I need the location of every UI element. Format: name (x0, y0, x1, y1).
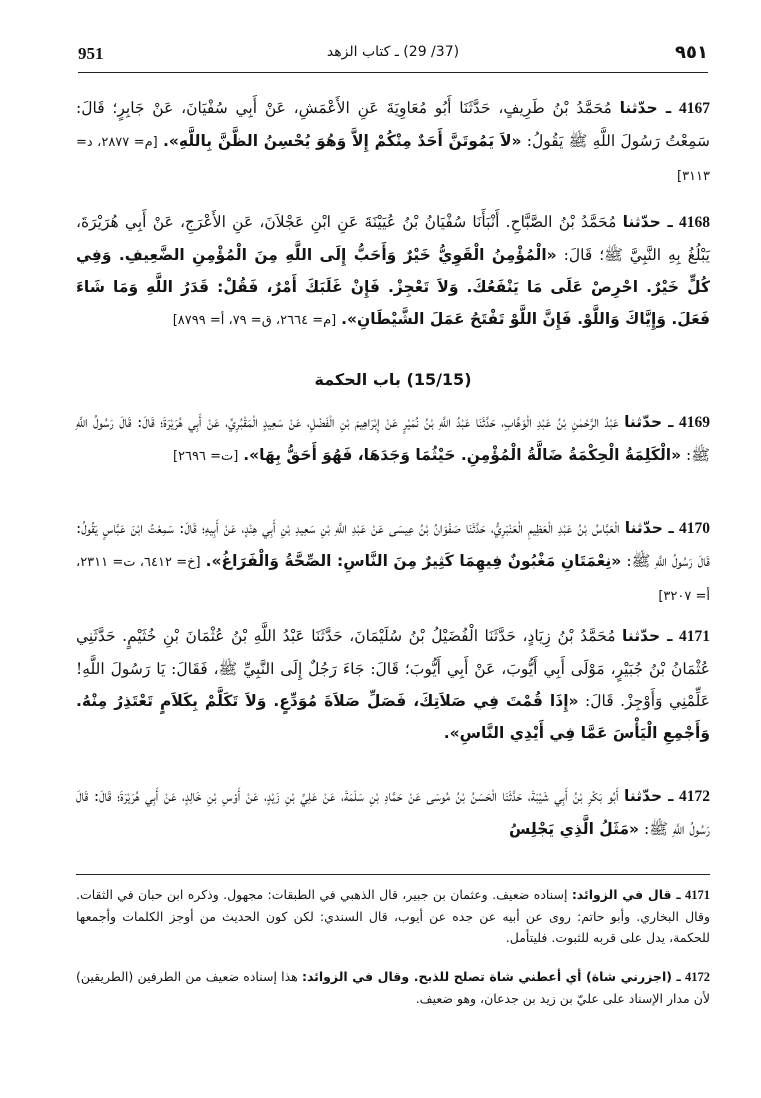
page-number-latin: 951 (78, 44, 104, 63)
hadith-4172 (76, 780, 710, 845)
footnote-text: هذا إسناده ضعيف من الطرفين (الطريقين) لأن مدار الإسناد على عليّ بن زيد بن جدعان، وهو ضعيف. (76, 969, 710, 1006)
hadith-isnad: عَبْدُ الرَّحْمٰنِ بْنُ عَبْدِ الْوَهَّابِ، حَدَّثَنَا عَبْدُ اللَّهِ بْنُ نُمَيْرٍ عَنْ إِبْرَاهِيمَ بْنِ الْفَضْلِ، عَنْ سَعِيدٍ الْمَقْبُرِيِّ، عَنْ أَبِي هُرَيْرَةَ؛ قَالَ: قَالَ رَسُولُ اللَّهِ ﷺ: (76, 413, 710, 464)
footnote-4172 (76, 966, 710, 1009)
footnote-number: 4172 (685, 970, 710, 984)
hadith-opening: ـ حدّثنا (622, 627, 673, 645)
hadith-opening: ـ حدّثنا (624, 413, 674, 431)
hadith-references: [م= ٢٨٧٧، د= ٣١١٣] (76, 135, 710, 184)
footnote-number: 4171 (684, 888, 710, 902)
hadith-4171 (76, 620, 710, 749)
hadith-references: [م= ٢٦٦٤، ق= ٧٩، أ= ٨٧٩٩] (172, 313, 337, 328)
footnote-prefix: ـ (اجزرني شاة) أي أعطني شاة تصلح للذبح. وقال في الزوائد: (301, 969, 681, 984)
footnote-text: إسناده ضعيف. وعثمان بن جبير، قال الذهبي في الطبقات: مجهول. وذكره ابن حبان في الثقات. وقال البخاري. وأبو حاتم: روى عن أبيه عن جده عن أيوب، قال السندي: لكن كون الحديث من أوجز الكلمات وأجمعها للحكمة، يدل على قربه للثبوت. فليتأمل. (76, 887, 710, 945)
footnote-4171 (76, 884, 710, 948)
footnote-divider (76, 874, 710, 875)
hadith-number: 4167 (679, 100, 711, 117)
hadith-opening: ـ حدّثنا (619, 99, 672, 117)
hadith-matn: «نِعْمَتَانِ مَغْبُونٌ فِيهِمَا كَثِيرٌ مِنَ النَّاسِ: الصِّحَّةُ وَالْفَرَاغُ». (205, 552, 622, 570)
hadith-matn: «الْمُؤْمِنُ الْقَوِيُّ خَيْرٌ وَأَحَبُّ إِلَى اللَّهِ مِنَ الْمُؤْمِنِ الضَّعِيفِ. وَفِي كُلٍّ خَيْرٌ. احْرِصْ عَلَى مَا يَنْفَعُكَ. وَلاَ تَعْجِزْ. فَإِنْ غَلَبَكَ أَمْرٌ، فَقُلْ: قَدَرُ اللَّهِ وَمَا شَاءَ فَعَلَ. وَإِيَّاكَ وَاللَّوْ. فَإِنَّ اللَّوْ تَفْتَحُ عَمَلَ الشَّيْطَانِ». (76, 246, 710, 328)
hadith-isnad: مُحَمَّدُ بْنُ طَرِيفٍ، حَدَّثَنَا أَبُو مُعَاوِيَةَ عَنِ الأَعْمَشِ، عَنْ أَبِي سُفْيَانَ، عَنْ جَابِرٍ؛ قَالَ: سَمِعْتُ رَسُولَ اللَّهِ ﷺ يَقُولُ: (76, 99, 711, 150)
footnote-prefix: ـ قال في الزوائد: (571, 887, 681, 902)
hadith-isnad: مُحَمَّدُ بْنُ زِيَادٍ، حَدَّثَنَا الْفُضَيْلُ بْنُ سُلَيْمَانَ، حَدَّثَنَا عَبْدُ اللَّهِ بْنُ عُثْمَانَ بْنِ خُثَيْمٍ. حَدَّثَنِي عُثْمَانُ بْنُ جُبَيْرٍ، مَوْلَى أَبِي أَيُّوبَ، عَنْ أَبِي أَيُّوبَ؛ قَالَ: جَاءَ رَجُلٌ إِلَى النَّبِيِّ ﷺ، فَقَالَ: يَا رَسُولَ اللَّهِ! عَلِّمْنِي وَأَوْجِزْ. قَالَ: (76, 627, 710, 710)
hadith-number: 4169 (679, 414, 711, 431)
hadith-isnad: أَبُو بَكْرِ بْنُ أَبِي شَيْبَةَ، حَدَّثَنَا الْحَسَنُ بْنُ مُوسَى عَنْ حَمَّادِ بْنِ سَلَمَةَ، عَنْ عَلِيِّ بْنِ زَيْدٍ، عَنْ أَوْسِ بْنِ خَالِدٍ، عَنْ أَبِي هُرَيْرَةَ؛ قَالَ: قَالَ رَسُولُ اللَّهِ ﷺ: (76, 787, 710, 838)
page-header (78, 36, 708, 73)
hadith-4170 (76, 512, 710, 613)
hadith-references: [ت= ٢٦٩٦] (172, 449, 239, 464)
hadith-isnad: مُحَمَّدُ بْنُ الصَّبَّاحِ. أَنْبَأَنَا سُفْيَانُ بْنُ عُيَيْنَةَ عَنِ ابْنِ عَجْلاَنَ، عَنِ الأَعْرَجِ، عَنْ أَبِي هُرَيْرَةَ، يَبْلُغُ بِهِ النَّبِيَّ ﷺ؛ قَالَ: (76, 213, 710, 264)
hadith-matn: «الْكَلِمَةُ الْحِكْمَةُ ضَالَّةُ الْمُؤْمِنِ. حَيْثُمَا وَجَدَهَا، فَهُوَ أَحَقُّ بِهَا». (243, 446, 682, 464)
hadith-opening: ـ حدّثنا (622, 213, 673, 231)
hadith-number: 4168 (679, 214, 710, 231)
hadith-references: [خ= ٦٤١٢، ت= ٢٣١١، أ= ٣٢٠٧] (76, 555, 710, 604)
hadith-number: 4171 (678, 628, 710, 645)
hadith-matn: «لاَ يَمُوتَنَّ أَحَدٌ مِنْكُمْ إِلاَّ وَهُوَ يُحْسِنُ الظَّنَّ بِاللَّهِ». (163, 132, 522, 150)
hadith-4168 (76, 206, 710, 337)
hadith-isnad: الْعَبَّاسُ بْنُ عَبْدِ الْعَظِيمِ الْعَنْبَرِيُّ، حَدَّثَنَا صَفْوَانُ بْنُ عِيسَى عَنْ عَبْدِ اللَّهِ بْنِ سَعِيدِ بْنِ أَبِي هِنْدٍ، عَنْ أَبِيهِ؛ قَالَ: سَمِعْتُ ابْنَ عَبَّاسٍ يَقُولُ: قَالَ رَسُولُ اللَّهِ ﷺ: (76, 519, 710, 570)
page-number-arabic: ٩٥١ (675, 42, 708, 63)
running-title: (37/ 29) ـ كتاب الزهد (326, 44, 460, 60)
hadith-matn: «مَثَلُ الَّذِي يَجْلِسُ (508, 820, 640, 838)
hadith-4167 (76, 92, 710, 193)
hadith-opening: ـ حدّثنا (624, 519, 674, 537)
hadith-matn: «إِذَا قُمْتَ فِي صَلاَتِكَ، فَصَلِّ صَلاَةَ مُوَدِّعٍ. وَلاَ تَكَلَّمْ بِكَلاَمٍ تَعْتَذِرُ مِنْهُ. وَأَجْمِعِ الْيَأْسَ عَمَّا فِي أَيْدِي النَّاسِ». (76, 692, 710, 742)
hadith-opening: ـ حدّثنا (624, 787, 674, 805)
hadith-number: 4172 (679, 788, 710, 805)
hadith-4169 (76, 406, 710, 473)
section-title: (15/15) باب الحكمة (314, 370, 472, 389)
hadith-number: 4170 (678, 520, 710, 537)
